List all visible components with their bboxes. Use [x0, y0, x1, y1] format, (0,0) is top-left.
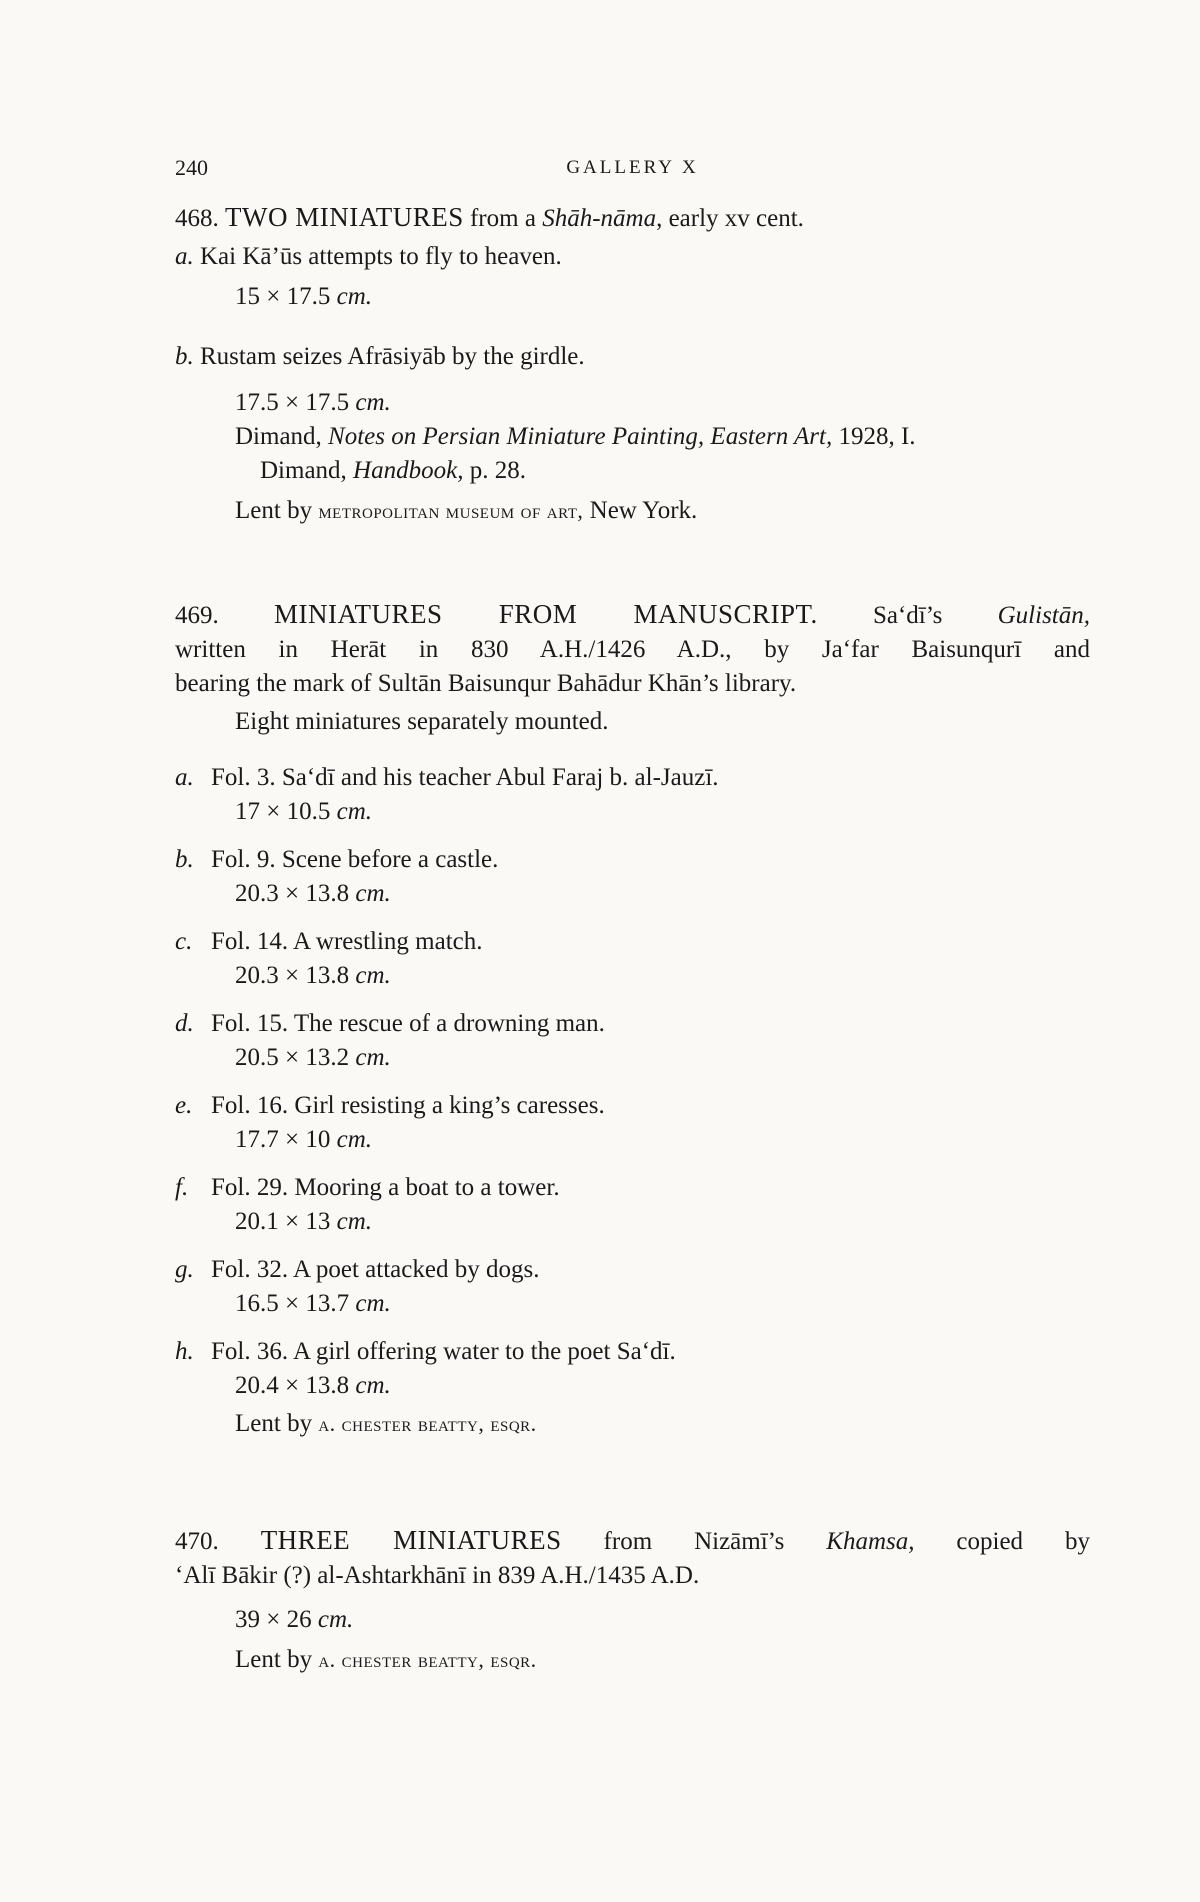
lender: Lent by a. chester beatty, esqr. — [235, 1410, 537, 1437]
list-item: d. Fol. 15. The rescue of a drowning man. 20.5 × 13.2 cm. — [175, 1007, 1090, 1075]
entry-title: MINIATURES FROM MANUSCRIPT. — [273, 599, 818, 629]
entry-heading: 470. THREE MINIATURES from Nizāmī’s Khamsa, copied by — [175, 1525, 1090, 1555]
dimensions: 17.7 × 10 cm. — [235, 1126, 373, 1153]
page-number: 240 — [175, 155, 208, 180]
list-item: f. Fol. 29. Mooring a boat to a tower. 20.1 × 13 cm. — [175, 1171, 1090, 1239]
list-item: e. Fol. 16. Girl resisting a king’s caresses. 17.7 × 10 cm. — [175, 1089, 1090, 1157]
entry-470: 470. THREE MINIATURES from Nizāmī’s Khamsa, copied by ‘Alī Bākir (?) al-Ashtarkhānī in 839 A.H./1435 A.D. 39 × 26 cm. Lent by a. chester beatty, esqr. — [175, 1523, 1090, 1677]
list-item: c. Fol. 14. A wrestling match. 20.3 × 13.8 cm. — [175, 925, 1090, 993]
entry-title: TWO MINIATURES — [225, 202, 464, 232]
entry-title: THREE MINIATURES — [260, 1525, 562, 1555]
dimensions: 20.1 × 13 cm. — [235, 1208, 373, 1235]
item: a. Kai Kā’ūs attempts to fly to heaven. — [175, 243, 562, 270]
dimensions: 20.3 × 13.8 cm. — [235, 880, 391, 907]
gallery-title: GALLERY X — [566, 157, 699, 178]
entry-468 — [175, 200, 1090, 528]
work-title: Khamsa, — [826, 1528, 915, 1555]
dimensions: 17 × 10.5 cm. — [235, 798, 373, 825]
entry-number: 468. — [175, 205, 219, 232]
dimensions: 39 × 26 cm. — [235, 1606, 354, 1633]
reference: Dimand, Handbook, p. 28. — [260, 457, 526, 484]
lender: Lent by metropolitan museum of art, New York. — [235, 497, 698, 524]
reference: Dimand, Notes on Persian Miniature Painting, Eastern Art, 1928, I. — [235, 423, 916, 450]
item: b. Rustam seizes Afrāsiyāb by the girdle. — [175, 343, 585, 370]
list-item: b. Fol. 9. Scene before a castle. 20.3 × 13.8 cm. — [175, 843, 1090, 911]
list-item: h. Fol. 36. A girl offering water to the poet Sa‘dī. 20.4 × 13.8 cm. — [175, 1335, 1090, 1403]
item-list — [175, 761, 1090, 1403]
dimensions: 20.3 × 13.8 cm. — [235, 962, 391, 989]
list-item: a. Fol. 3. Sa‘dī and his teacher Abul Faraj b. al-Jauzī. 17 × 10.5 cm. — [175, 761, 1090, 829]
note: Eight miniatures separately mounted. — [235, 708, 609, 735]
running-head — [175, 155, 1090, 185]
entry-number: 469. — [175, 602, 219, 629]
work-title: Gulistān, — [997, 602, 1090, 629]
work-title: Shāh-nāma — [542, 205, 657, 232]
dimensions: 20.5 × 13.2 cm. — [235, 1044, 391, 1071]
entry-469: 469. MINIATURES FROM MANUSCRIPT. Sa‘dī’s Gulistān, written in Herāt in 830 A.H./1426 A.D., by Ja‘far Baisunqurī and bearing the mark of Sultān Baisunqur Bahādur Khān’s library. Eight miniatures separately mounted. a. Fol. 3. Sa‘dī and his teacher Abul Faraj b. al-Jauzī. 17 × 10.5 cm. b. Fol. 9. Scene before a castle. 20.3 × 13.8 cm. c. Fol. 14. A wrestling match. 20.3 × 13.8 cm. d. Fol. 15. The rescue of a drowning man. 20.5 × 13.2 cm. e. Fol. 16. Girl resisting a king’s caresses. 17.7 × 10 cm. f. Fol. 29. Mooring a boat to a tower. 20.1 × 13 cm. g. Fol. 32. A poet attacked by dogs. 16.5 × 13.7 cm. h. Fol. 36. A girl offering water to the poet Sa‘dī. 20.4 × 13.8 cm. Lent by a. chester beatty, esqr. — [175, 597, 1090, 1441]
entry-number: 470. — [175, 1528, 219, 1555]
dimensions: 15 × 17.5 cm. — [235, 283, 373, 310]
dimensions: 16.5 × 13.7 cm. — [235, 1290, 391, 1317]
list-item: g. Fol. 32. A poet attacked by dogs. 16.5 × 13.7 cm. — [175, 1253, 1090, 1321]
dimensions: 20.4 × 13.8 cm. — [235, 1372, 391, 1399]
entry-heading: 468. TWO MINIATURES from a Shāh-nāma, early xv cent. — [175, 202, 804, 232]
dimensions: 17.5 × 17.5 cm. — [235, 389, 391, 416]
lender: Lent by a. chester beatty, esqr. — [235, 1646, 537, 1673]
entry-heading: 469. MINIATURES FROM MANUSCRIPT. Sa‘dī’s Gulistān, — [175, 599, 1090, 629]
